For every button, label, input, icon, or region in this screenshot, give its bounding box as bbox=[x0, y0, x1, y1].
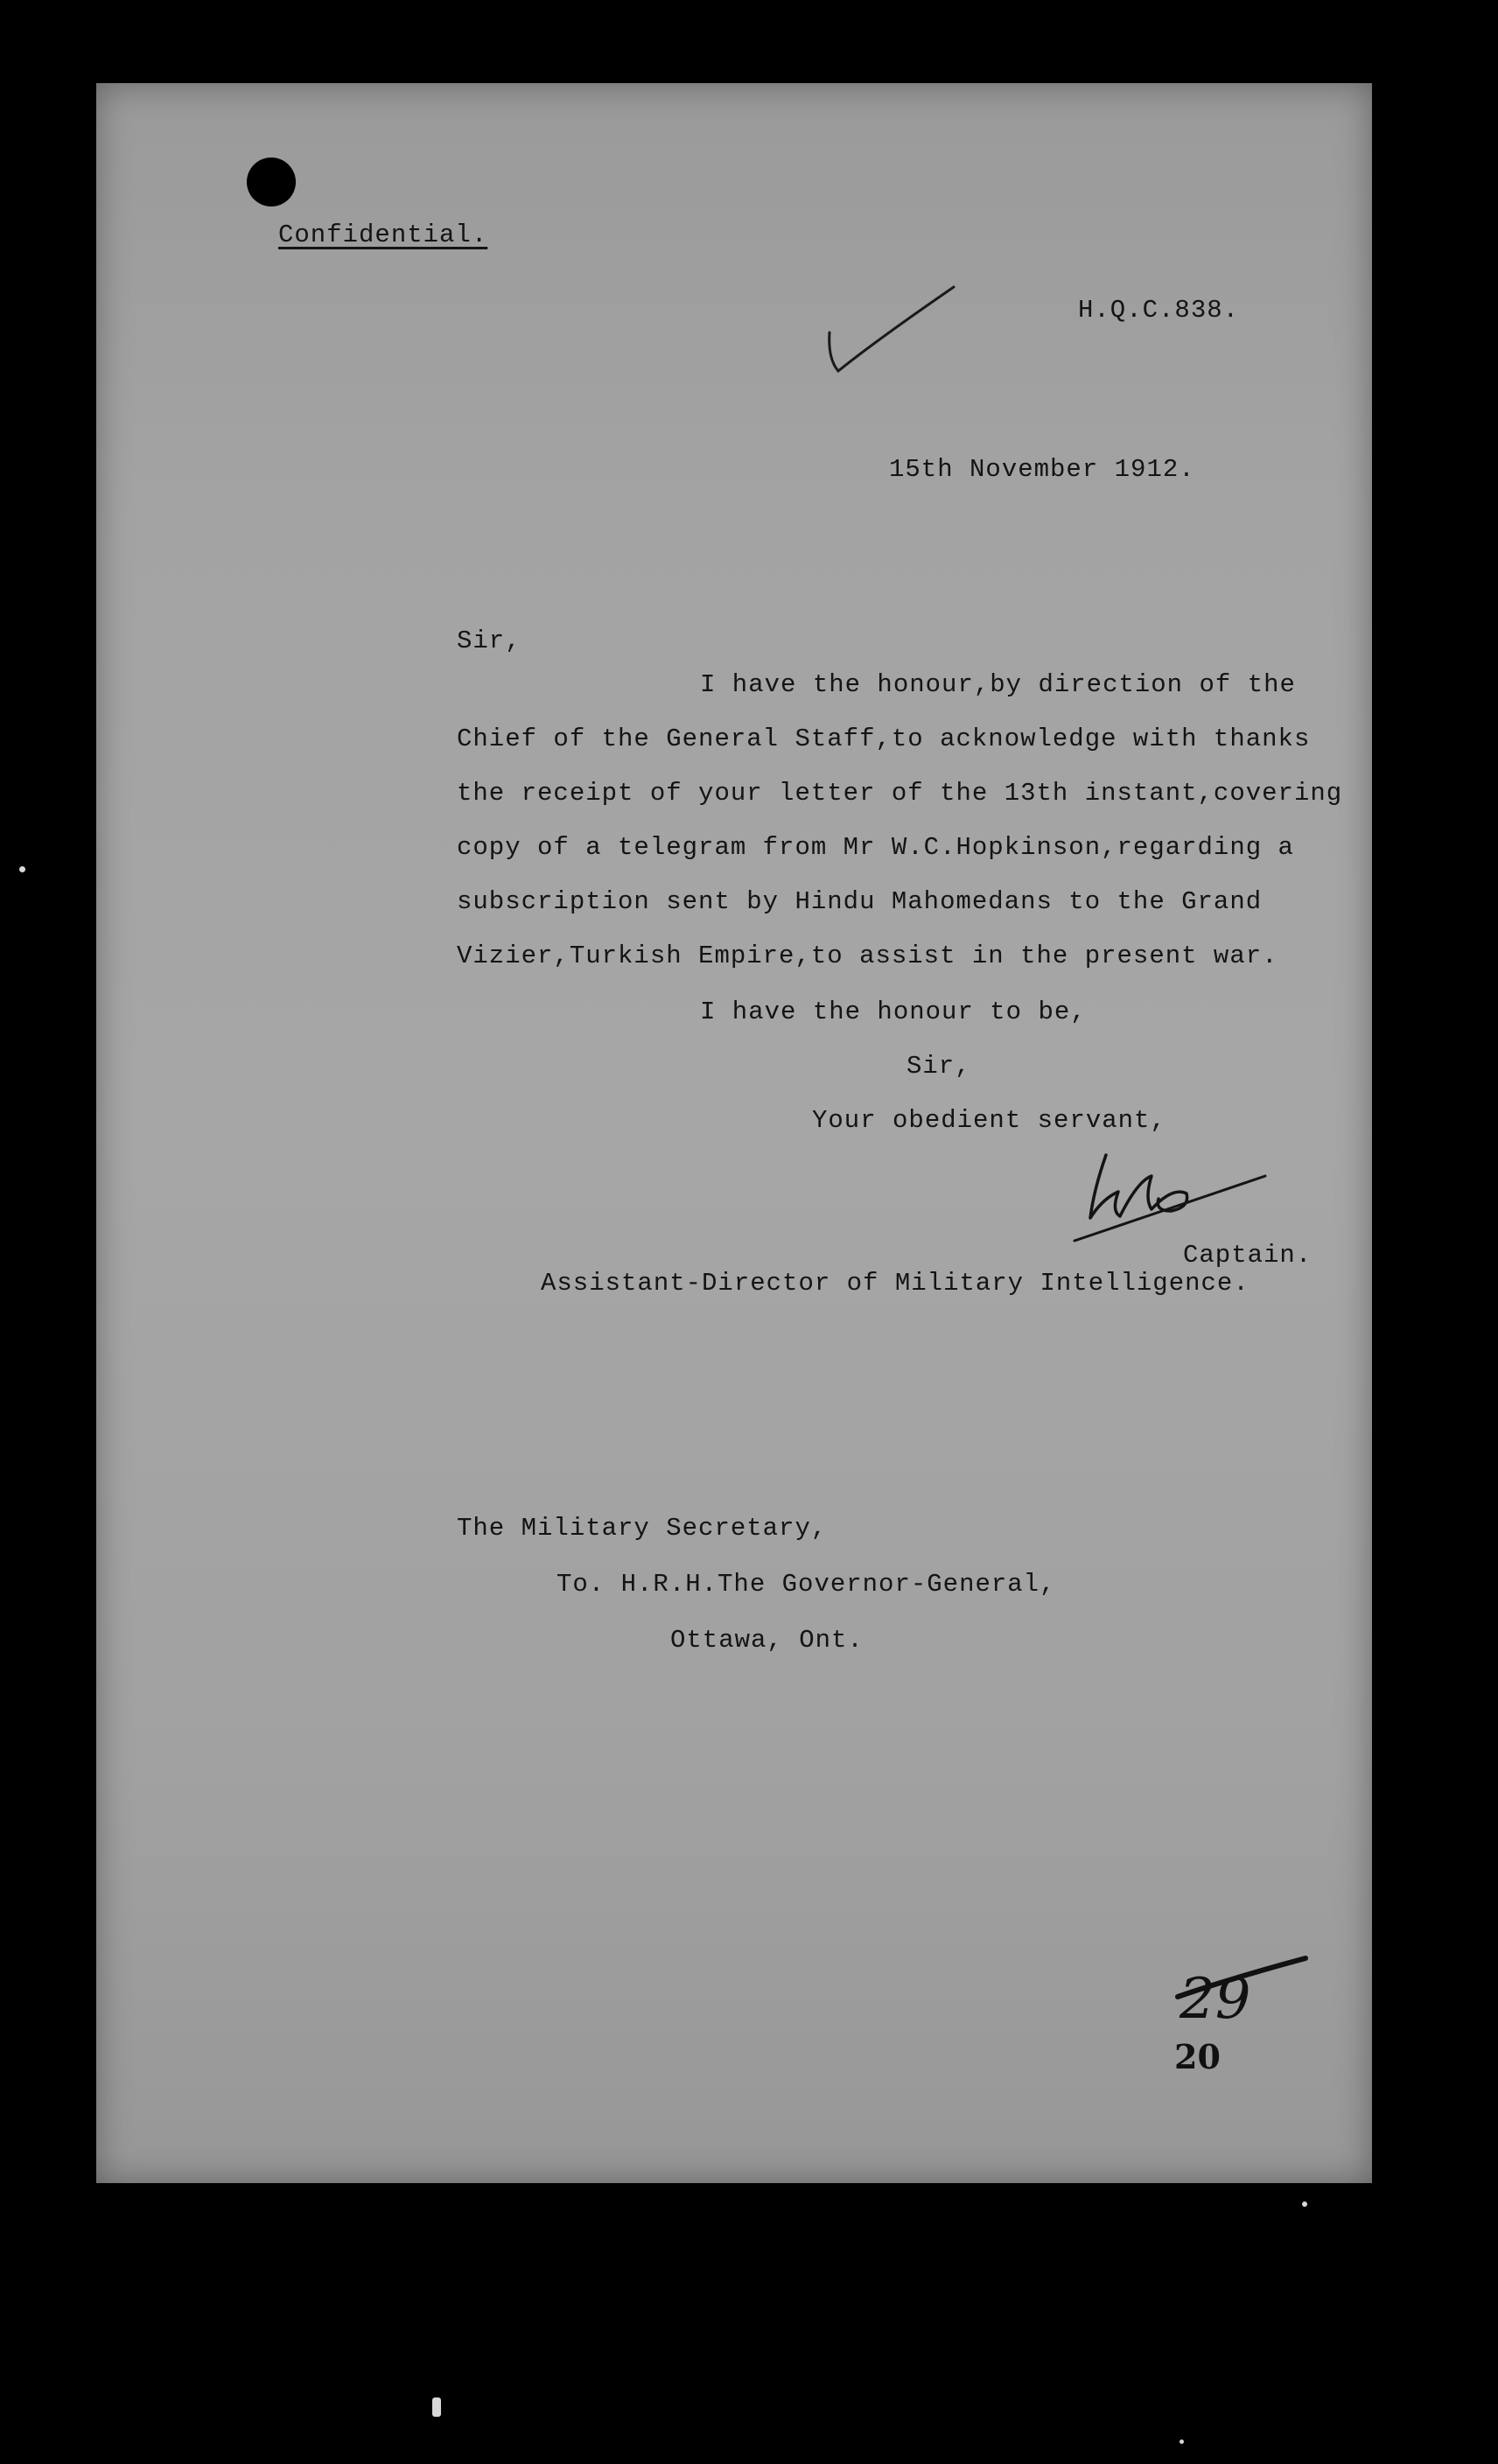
film-speck bbox=[1180, 2440, 1184, 2444]
body-line: copy of a telegram from Mr W.C.Hopkinson,regarding a bbox=[457, 833, 1294, 862]
film-speck bbox=[19, 866, 25, 872]
body-line: I have the honour,by direction of the bbox=[700, 670, 1296, 699]
closing-servant: Your obedient servant, bbox=[812, 1106, 1166, 1135]
film-speck bbox=[1302, 2202, 1307, 2207]
check-mark-icon bbox=[822, 280, 962, 376]
struck-folio-number bbox=[1172, 1942, 1312, 2039]
body-line: Chief of the General Staff,to acknowledge with thanks bbox=[457, 724, 1311, 753]
reference-number: H.Q.C.838. bbox=[1078, 296, 1240, 325]
body-line: the receipt of your letter of the 13th instant,covering bbox=[457, 779, 1343, 808]
signature-office: Assistant-Director of Military Intelligence. bbox=[541, 1269, 1250, 1298]
address-line: Ottawa, Ont. bbox=[670, 1626, 864, 1655]
svg-text:29: 29 bbox=[1180, 1967, 1251, 2032]
signature-rank: Captain. bbox=[1183, 1241, 1312, 1270]
document-page bbox=[96, 83, 1372, 2183]
address-line: The Military Secretary, bbox=[457, 1514, 828, 1543]
classification-heading: Confidential. bbox=[278, 220, 488, 249]
letter-date: 15th November 1912. bbox=[889, 455, 1195, 484]
closing-line: I have the honour to be, bbox=[700, 998, 1087, 1026]
body-line: subscription sent by Hindu Mahomedans to the Grand bbox=[457, 887, 1263, 916]
signature-scrawl bbox=[1068, 1138, 1278, 1251]
body-line: Vizier,Turkish Empire,to assist in the present war. bbox=[457, 942, 1278, 970]
punch-hole bbox=[247, 158, 296, 206]
address-line: To. H.R.H.The Governor-General, bbox=[556, 1570, 1056, 1599]
salutation: Sir, bbox=[457, 626, 522, 655]
folio-number: 20 bbox=[1174, 2037, 1221, 2076]
film-speck bbox=[432, 2398, 441, 2417]
closing-salutation: Sir, bbox=[906, 1052, 971, 1081]
